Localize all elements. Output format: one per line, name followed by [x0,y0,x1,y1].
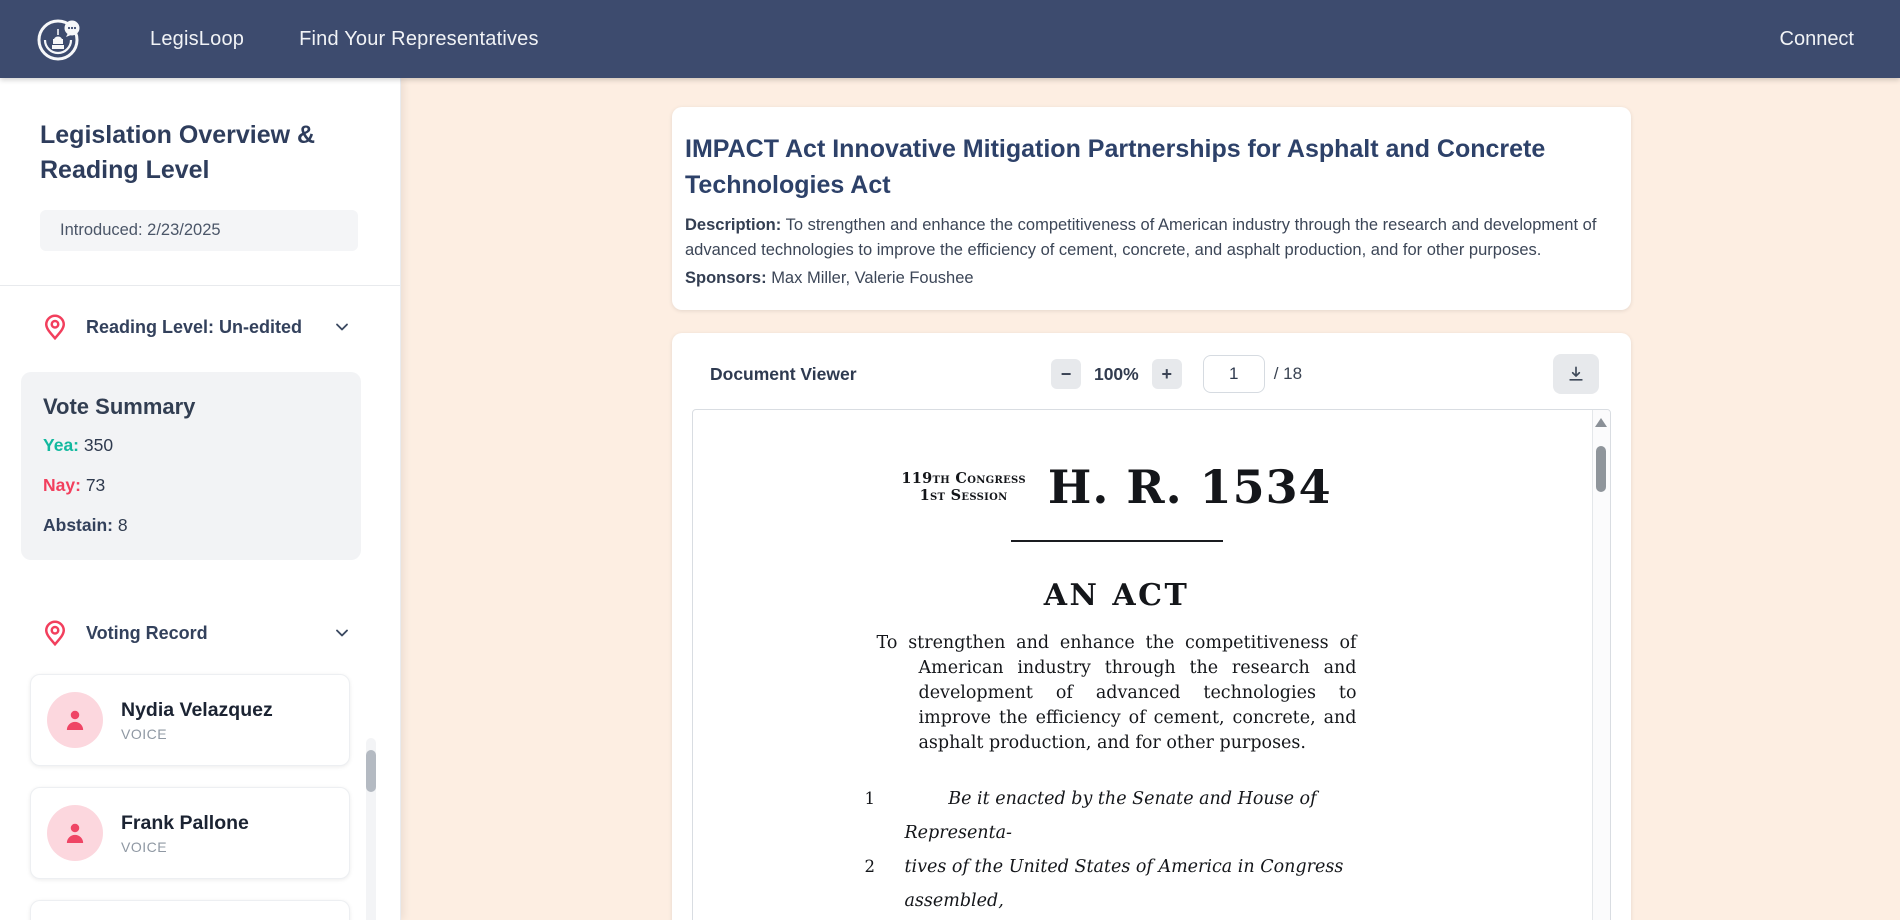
member-card[interactable] [30,674,350,766]
zoom-out-button[interactable]: − [1051,359,1081,389]
legislation-sidebar [0,78,401,920]
document-scrollbar[interactable] [1592,410,1610,920]
bill-line: 1 Be it enacted by the Senate and House of Representa- [864,789,1317,843]
sidebar-scrollbar[interactable] [366,738,376,920]
nav-brand-legisloop[interactable]: LegisLoop [150,27,245,50]
vote-nay: Nay: 73 [43,475,106,495]
document-scrollbar-thumb[interactable] [1596,446,1606,492]
voting-record-label: Voting Record [86,622,208,643]
avatar [47,805,103,861]
member-card[interactable] [30,787,350,879]
document-rule [1011,540,1223,542]
person-icon [60,818,90,848]
zoom-level-value: 100% [1093,363,1139,384]
bill-summary-card [672,107,1631,310]
member-name: Nydia Velazquez [121,698,273,721]
description-label: Description: [685,216,782,234]
vote-summary-panel [21,372,361,560]
bill-description: Description: To strengthen and enhance the competitiveness of American industry through the research and development of advanced technologies to improve the efficiency of cement, concrete, and asphalt production, and for other purposes. [685,216,1597,259]
location-pin-icon [40,312,70,342]
bill-document-header [877,460,1357,514]
vote-abstain: Abstain: 8 [43,515,128,535]
capitol-logo-icon[interactable] [34,14,84,64]
vote-yea: Yea: 350 [43,435,114,455]
top-navbar [0,0,1900,78]
introduced-date: Introduced: 2/23/2025 [40,210,358,251]
member-vote-type: VOICE [121,838,168,855]
voting-record-toggle[interactable] [40,618,380,648]
bill-document [864,460,1357,918]
reading-level-toggle[interactable] [40,312,380,342]
member-name: Frank Pallone [121,811,249,834]
nav-link-find-representatives[interactable]: Find Your Representatives [299,27,539,50]
sidebar-divider [0,285,400,286]
member-card[interactable] [30,900,350,920]
chevron-down-icon[interactable] [332,317,352,337]
bill-line: 2 tives of the United States of America in Congress assembled, [864,857,1344,911]
sidebar-title: Legislation Overview & Reading Level [40,121,316,184]
bill-sponsors: Sponsors: Max Miller, Valerie Foushee [685,269,974,287]
act-heading: AN ACT [1043,578,1190,613]
document-viewer-title: Document Viewer [710,363,857,384]
main-area [400,78,1900,920]
congress-session: 119th Congress 1st Session [901,470,1026,504]
avatar [47,692,103,748]
bill-body-lines [865,782,1357,918]
download-icon [1566,364,1586,384]
bill-preamble: To strengthen and enhance the competitiveness of American industry through the research and development of advanced technologies to improve the efficiency of cement, concrete, and asphalt production, and for other purposes. [876,633,1357,753]
bill-number: H. R. 1534 [1047,460,1332,514]
zoom-in-button[interactable]: + [1152,359,1182,389]
location-pin-icon [40,618,70,648]
download-button[interactable] [1553,354,1599,394]
page-total: / 18 [1273,364,1303,383]
bill-title: IMPACT Act Innovative Mitigation Partnerships for Asphalt and Concrete Technologies Act [685,135,1546,199]
sponsors-label: Sponsors: [685,269,767,287]
reading-level-label: Reading Level: Un-edited [86,316,303,337]
nav-connect-button[interactable]: Connect [1779,27,1854,50]
document-viewer-card [672,333,1631,920]
document-page-view[interactable] [692,409,1611,920]
sidebar-scrollbar-thumb[interactable] [366,750,376,792]
page-number-input[interactable] [1203,355,1265,393]
scroll-up-icon[interactable] [1595,418,1607,427]
voting-record-list [0,674,400,920]
member-vote-type: VOICE [121,725,168,742]
chevron-down-icon[interactable] [332,623,352,643]
vote-summary-title: Vote Summary [43,394,196,419]
person-icon [60,705,90,735]
document-viewer-toolbar [692,353,1611,395]
